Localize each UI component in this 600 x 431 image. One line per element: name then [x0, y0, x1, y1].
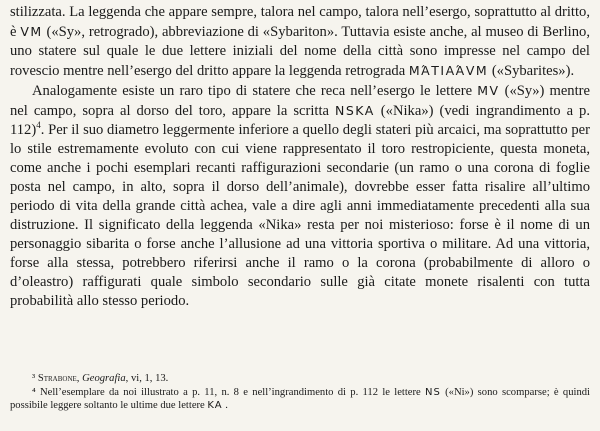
- footnote-4-text-c: .: [222, 400, 228, 411]
- footnote-3-work: Geografia: [82, 373, 126, 384]
- footnote-3: [10, 372, 590, 386]
- paragraph-2-text-d: . Per il suo diametro leggermente inferiore a quello degli stateri più arcaici, ma soprattutto per lo stile estremamente evoluto con cui viene rappresentato il toro restropiciente, questa moneta, come anche i pochi esemplari recanti raffigurazioni secondarie (un ramo o una corona di foglie posta nel campo, in alto, sopra il dorso dell’animale), dovrebbe esser fatta risalire all’ultimo periodo di vita della grande città achea, vale a dire agli anni immediatamente precedenti alla sua distruzione. Il significato della leggenda «Nika» resta per noi misterioso: forse è il nome di un personaggio sibarita o forse anche l’allusione ad una vittoria sportiva o militare. Ad una vittoria, forse alla stessa, potrebbero riferirsi anche il ramo o la corona (probabilmente di alloro o d’oleastro) raffigurati quale simbolo secondario sulle già citate monete risalenti con tutta probabilità allo stesso periodo.: [10, 122, 590, 309]
- paragraph-2-text-a: Analogamente esiste un raro tipo di statere che reca nell’esergo le lettere: [32, 83, 478, 99]
- footnote-3-number: ³: [32, 373, 36, 384]
- footnote-4-text-b: («Ni») sono scomparse; è quindi possibile leggere soltanto le ultime due lettere: [10, 386, 590, 411]
- footnote-ref-4: 4: [36, 120, 41, 131]
- paragraph-2: [10, 81, 590, 311]
- paragraph-2-text-b: («Sy») mentre nel campo, sopra al dorso del toro, appare la scritta: [10, 83, 590, 119]
- paragraph-2-text-c: («Nika») (vedi ingrandimento a p. 112): [10, 103, 590, 138]
- paragraph-1: [10, 3, 590, 81]
- main-text: [10, 3, 590, 311]
- footnote-3-ref: , vi, 1, 13.: [125, 373, 169, 384]
- paragraph-1-text-a: stilizzata. La leggenda che appare sempre, talora nel campo, talora nell’esergo, soprattutto al dritto, è: [10, 4, 590, 40]
- footnote-4-number: ⁴: [32, 386, 36, 398]
- footnote-4: [10, 386, 590, 413]
- legend-ka: KA: [207, 400, 223, 411]
- footnote-4-text-a: Nell’esemplare da noi illustrato a p. 11, n. 8 e nell’ingrandimento di p. 112 le lettere: [35, 386, 426, 398]
- legend-sy: MV: [477, 83, 500, 98]
- paragraph-1-text-c: («Sybarites»).: [488, 63, 575, 79]
- paragraph-1-text-b: («Sy», retrogrado), abbreviazione di «Sybariton». Tuttavia esiste anche, al museo di Berlino, uno statere sul quale le due lettere iniziali del nome della città sono impresse nel campo del rovescio mentre nell’esergo del dritto appare la leggenda retrograda: [10, 24, 590, 79]
- footnotes: [10, 372, 590, 413]
- legend-nika: NSKA: [334, 103, 375, 118]
- legend-ni: NS: [425, 386, 441, 398]
- legend-sybarites-retrograde: ΜΆΤΙΑΆVΜ: [408, 63, 489, 78]
- footnote-3-author: Strabone: [37, 373, 77, 384]
- footnote-3-sep: ,: [76, 373, 83, 384]
- legend-sy-retrograde: VM: [20, 24, 43, 39]
